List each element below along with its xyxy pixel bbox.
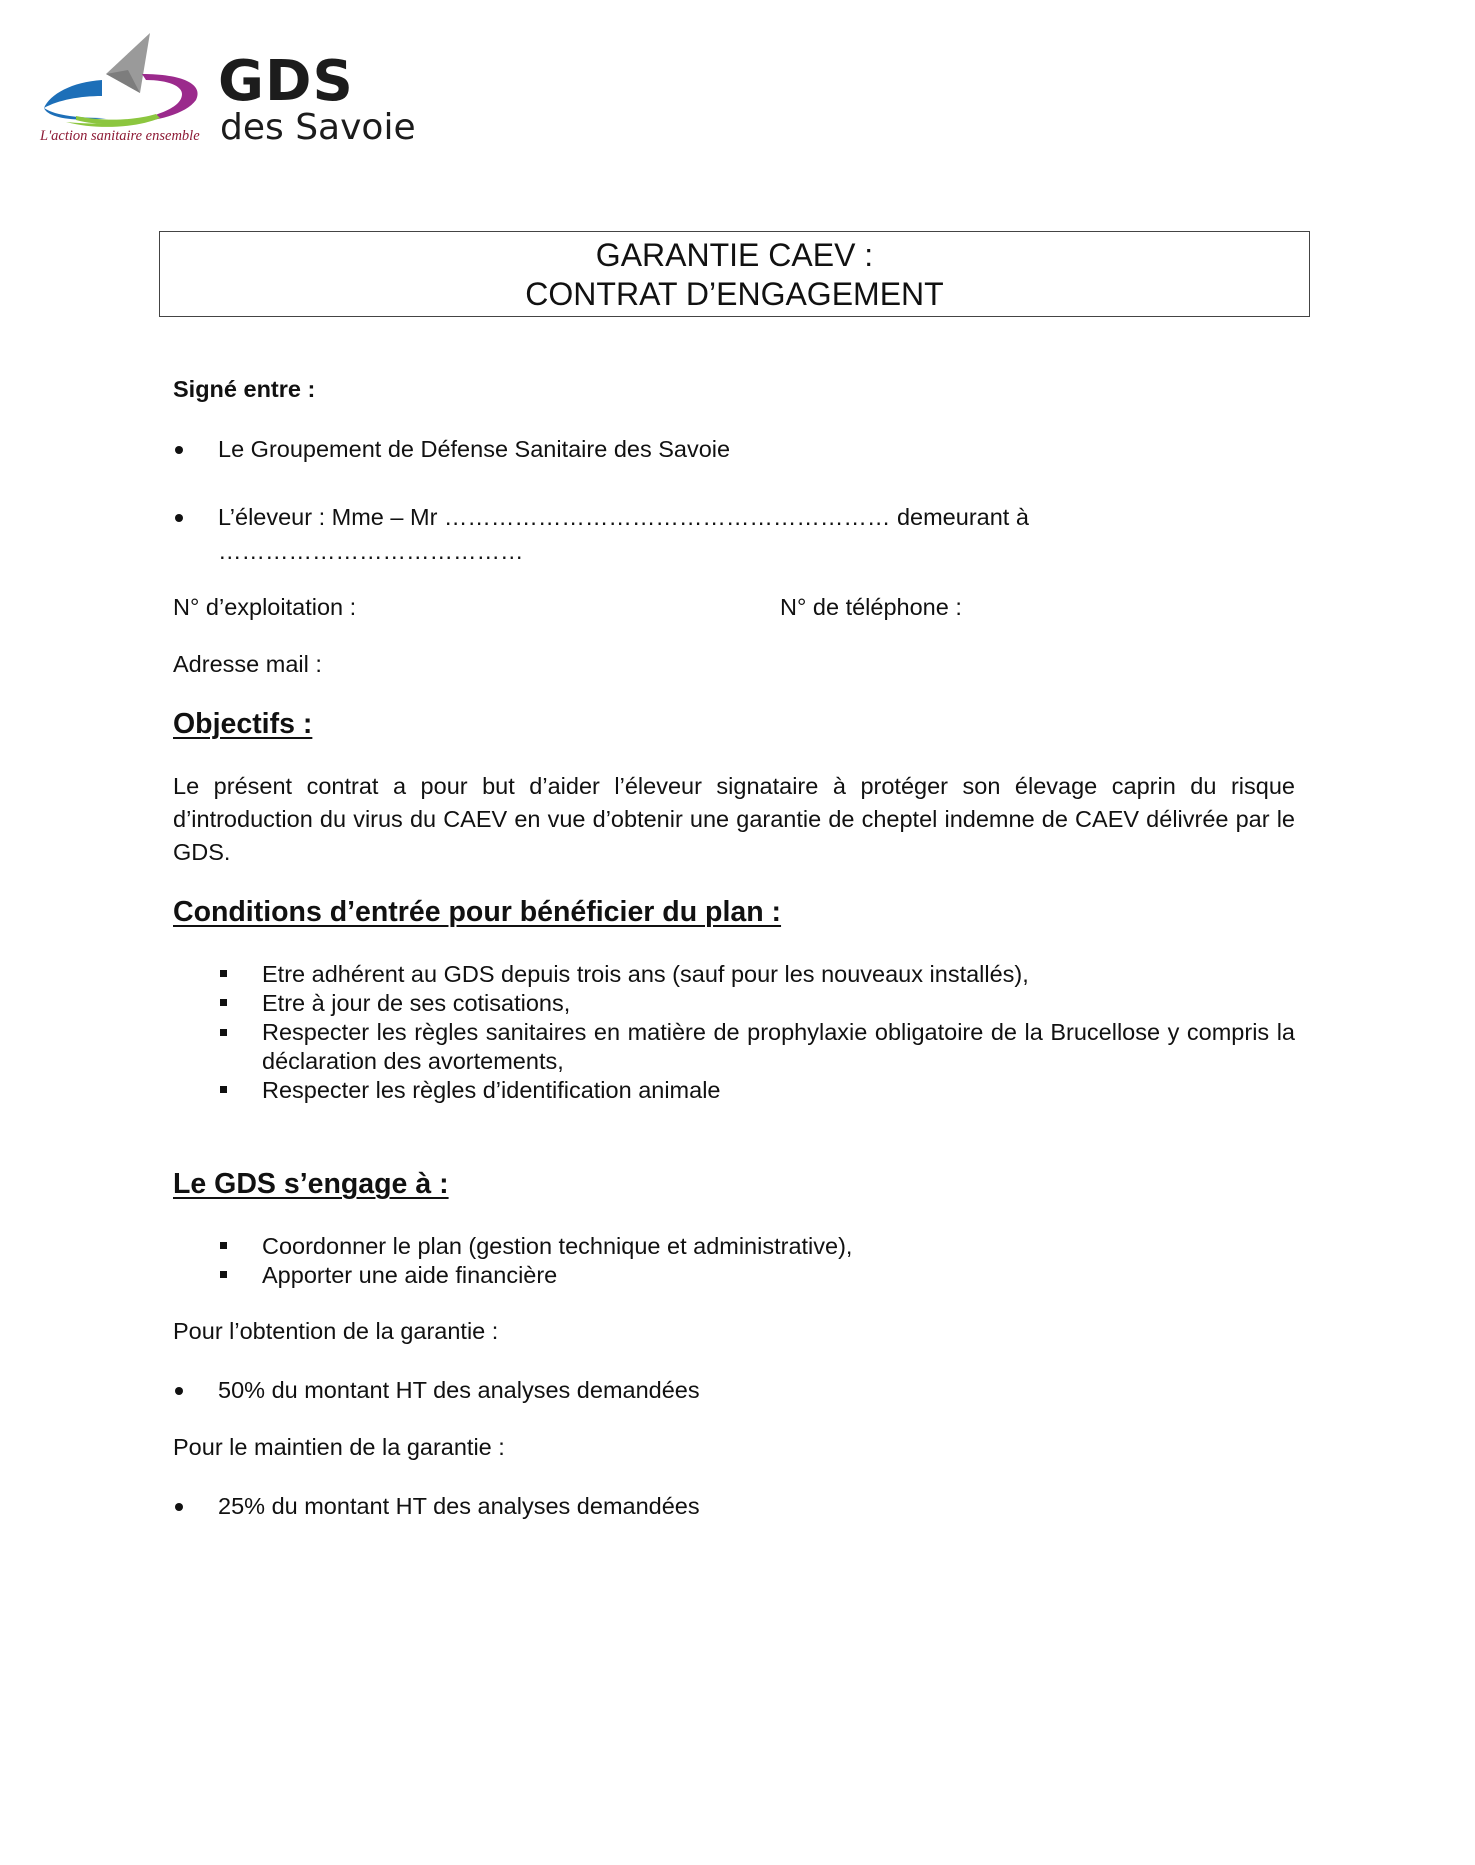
party-breeder-line2: ………………………………… xyxy=(218,538,524,564)
obtention-item: 50% du montant HT des analyses demandées xyxy=(218,1377,700,1403)
bullet-square-icon xyxy=(220,1242,227,1249)
commitment-item: Apporter une aide financière xyxy=(262,1262,558,1288)
condition-item: Respecter les règles d’identification animale xyxy=(262,1077,721,1103)
document-title-line2: CONTRAT D’ENGAGEMENT xyxy=(525,276,944,312)
obtention-label: Pour l’obtention de la garantie : xyxy=(173,1318,499,1344)
document-title-box xyxy=(159,231,1310,317)
maintien-item: 25% du montant HT des analyses demandées xyxy=(218,1493,700,1519)
bullet-square-icon xyxy=(220,970,227,977)
bullet-dot-icon xyxy=(175,514,183,522)
commitment-item: Coordonner le plan (gestion technique et administrative), xyxy=(262,1233,853,1259)
objectifs-heading: Objectifs : xyxy=(173,708,313,740)
bullet-square-icon xyxy=(220,999,227,1006)
maintien-label: Pour le maintien de la garantie : xyxy=(173,1434,505,1460)
party-gds: Le Groupement de Défense Sanitaire des Savoie xyxy=(218,436,731,462)
field-exploitation-label: N° d’exploitation : xyxy=(173,594,357,620)
logo-subname: des Savoie xyxy=(220,107,416,148)
condition-item: Respecter les règles sanitaires en matière de prophylaxie obligatoire de la Brucellose y compris la déclaration des avortements, xyxy=(262,1019,1295,1074)
signed-between-label: Signé entre : xyxy=(173,376,316,402)
field-email-label: Adresse mail : xyxy=(173,651,322,677)
party-breeder-line1: L’éleveur : Mme – Mr ………………………………………………… demeurant à xyxy=(218,504,1029,530)
bullet-dot-icon xyxy=(175,1503,183,1511)
document-title-line1: GARANTIE CAEV : xyxy=(595,237,874,273)
bullet-dot-icon xyxy=(175,446,183,454)
conditions-heading: Conditions d’entrée pour bénéficier du plan : xyxy=(173,896,782,928)
bullet-square-icon xyxy=(220,1086,227,1093)
condition-item: Etre à jour de ses cotisations, xyxy=(262,990,571,1016)
bullet-square-icon xyxy=(220,1271,227,1278)
logo-name: GDS xyxy=(218,49,354,114)
logo-tagline: L'action sanitaire ensemble xyxy=(40,128,200,144)
objectifs-text: Le présent contrat a pour but d’aider l’éleveur signataire à protéger son élevage caprin du risque d’introduction du virus du CAEV en vue d’obtenir une garantie de cheptel indemne de CAEV délivrée par le GDS. xyxy=(173,773,1295,865)
field-telephone-label: N° de téléphone : xyxy=(780,594,962,620)
bullet-square-icon xyxy=(220,1029,227,1036)
condition-item: Etre adhérent au GDS depuis trois ans (sauf pour les nouveaux installés), xyxy=(262,961,1029,987)
gds-logo-icon xyxy=(36,30,206,130)
bullet-dot-icon xyxy=(175,1387,183,1395)
gds-commitment-heading: Le GDS s’engage à : xyxy=(173,1168,449,1200)
